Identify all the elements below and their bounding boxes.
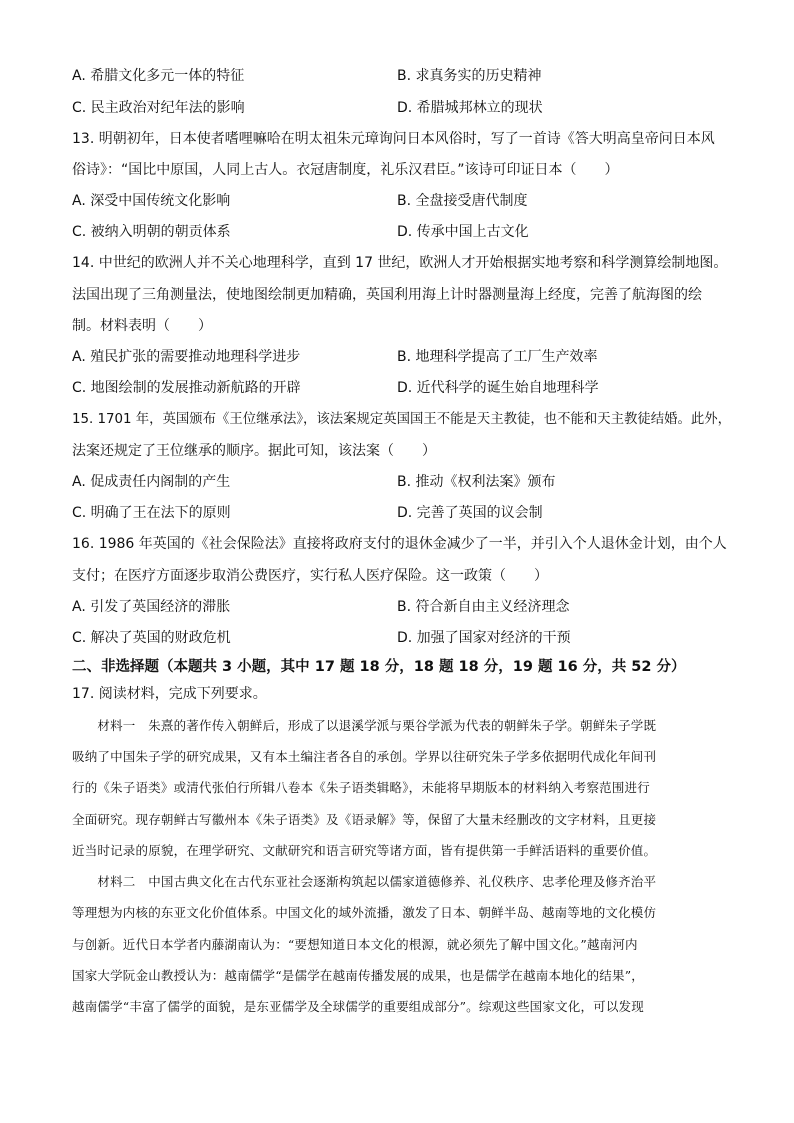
q15-options-row-2	[72, 503, 732, 523]
q17-material1-line-2: 吸纳了中国朱子学的研究成果，又有本土编注者各自的承创。学界以往研究朱子学多依据明代成化年间刊	[72, 749, 657, 764]
q17-material1-line-1: 材料一 朱熹的著作传入朝鲜后，形成了以退溪学派与栗谷学派为代表的朝鲜朱子学。朝鲜朱子学既	[72, 718, 657, 733]
q13-options-row-2	[72, 222, 732, 242]
section-heading-non-choice: 二、非选择题（本题共 3 小题，其中 17 题 18 分，18 题 18 分，19 题 16 分，共 52 分）	[72, 659, 686, 675]
q16-option-d: D. 加强了国家对经济的干预	[397, 630, 571, 646]
q17-material2-line-4: 国家大学阮金山教授认为：越南儒学“是儒学在越南传播发展的成果，也是儒学在越南本地化的结果”，	[72, 968, 644, 983]
q14-option-d: D. 近代科学的诞生始自地理科学	[397, 380, 599, 396]
q17-material2-line-3: 与创新。近代日本学者内藤湖南认为：“要想知道日本文化的根源，就必须先了解中国文化。”越南河内	[72, 937, 638, 952]
q17-material1-line-5: 近当时记录的原貌，在理学研究、文献研究和语言研究等诸方面，皆有提供第一手鲜活语料的重要价值。	[72, 843, 657, 858]
q13-option-b: B. 全盘接受唐代制度	[397, 193, 528, 209]
q15-stem-line-1: 15. 1701 年，英国颁布《王位继承法》，该法案规定英国国王不能是天主教徒，也不能和天主教徒结婚。此外，	[72, 412, 731, 427]
q13-stem-line-1: 13. 明朝初年，日本使者嗜哩嘛哈在明太祖朱元璋询问日本风俗时，写了一首诗《答大明高皇帝问日本风	[72, 131, 715, 147]
q16-option-b: B. 符合新自由主义经济理念	[397, 599, 570, 615]
q14-stem-line-1: 14. 中世纪的欧洲人并不关心地理科学，直到 17 世纪，欧洲人才开始根据实地考察和科学测算绘制地图。	[72, 255, 728, 271]
q15-option-a: A. 促成责任内阁制的产生	[72, 474, 231, 490]
q13-option-a: A. 深受中国传统文化影响	[72, 193, 231, 209]
q16-option-a: A. 引发了英国经济的滞胀	[72, 599, 231, 615]
q16-stem-line-1: 16. 1986 年英国的《社会保险法》直接将政府支付的退休金减少了一半，并引入个人退休金计划，由个人	[72, 536, 727, 552]
q12-options-row-2	[72, 98, 732, 118]
q17-stem: 17. 阅读材料，完成下列要求。	[72, 686, 267, 702]
q17-material2-line-2: 等理想为内核的东亚文化价值体系。中国文化的域外流播，激发了日本、朝鲜半岛、越南等地的文化模仿	[72, 905, 657, 920]
q16-option-c: C. 解决了英国的财政危机	[72, 630, 231, 646]
q14-option-c: C. 地图绘制的发展推动新航路的开辟	[72, 380, 301, 396]
q12-option-c: C. 民主政治对纪年法的影响	[72, 100, 245, 116]
q12-option-b: B. 求真务实的历史精神	[397, 68, 542, 84]
q15-stem-line-2: 法案还规定了王位继承的顺序。据此可知，该法案（ ）	[72, 443, 436, 459]
q16-options-row-2	[72, 628, 732, 648]
q13-options-row-1	[72, 191, 732, 211]
q17-material2-line-1: 材料二 中国古典文化在古代东亚社会逐渐构筑起以儒家道德修养、礼仪秩序、忠孝伦理及修齐治平	[72, 874, 657, 889]
q12-option-a: A. 希腊文化多元一体的特征	[72, 68, 245, 84]
q13-option-d: D. 传承中国上古文化	[397, 224, 529, 240]
q15-option-b: B. 推动《权利法案》颁布	[397, 474, 556, 490]
q14-options-row-1	[72, 347, 732, 367]
q17-material1-line-4: 全面研究。现存朝鲜古写徽州本《朱子语类》及《语录解》等，保留了大量未经删改的文字材料，且更接	[72, 812, 657, 827]
q14-stem-line-2: 法国出现了三角测量法，使地图绘制更加精确，英国利用海上计时器测量海上经度，完善了航海图的绘	[72, 287, 702, 303]
q14-stem-line-3: 制。材料表明（ ）	[72, 318, 212, 334]
q13-stem-line-2: 俗诗》：“国比中原国，人同上古人。衣冠唐制度，礼乐汉君臣。”该诗可印证日本（ ）	[72, 162, 619, 178]
q16-stem-line-2: 支付；在医疗方面逐步取消公费医疗，实行私人医疗保险。这一政策（ ）	[72, 568, 548, 584]
q13-option-c: C. 被纳入明朝的朝贡体系	[72, 224, 231, 240]
q14-option-a: A. 殖民扩张的需要推动地理科学进步	[72, 349, 301, 365]
q17-material1-line-3: 行的《朱子语类》或清代张伯行所辑八卷本《朱子语类辑略》，未能将早期版本的材料纳入考察范围进行	[72, 780, 650, 795]
q14-options-row-2	[72, 378, 732, 398]
q17-material2-line-5: 越南儒学“丰富了儒学的面貌，是东亚儒学及全球儒学的重要组成部分”。综观这些国家文化，可以发现	[72, 999, 644, 1014]
q12-option-d: D. 希腊城邦林立的现状	[397, 100, 543, 116]
q14-option-b: B. 地理科学提高了工厂生产效率	[397, 349, 598, 365]
q16-options-row-1	[72, 597, 732, 617]
q15-option-d: D. 完善了英国的议会制	[397, 505, 543, 521]
q15-options-row-1	[72, 472, 732, 492]
q12-options-row-1	[72, 66, 732, 86]
q15-option-c: C. 明确了王在法下的原则	[72, 505, 231, 521]
